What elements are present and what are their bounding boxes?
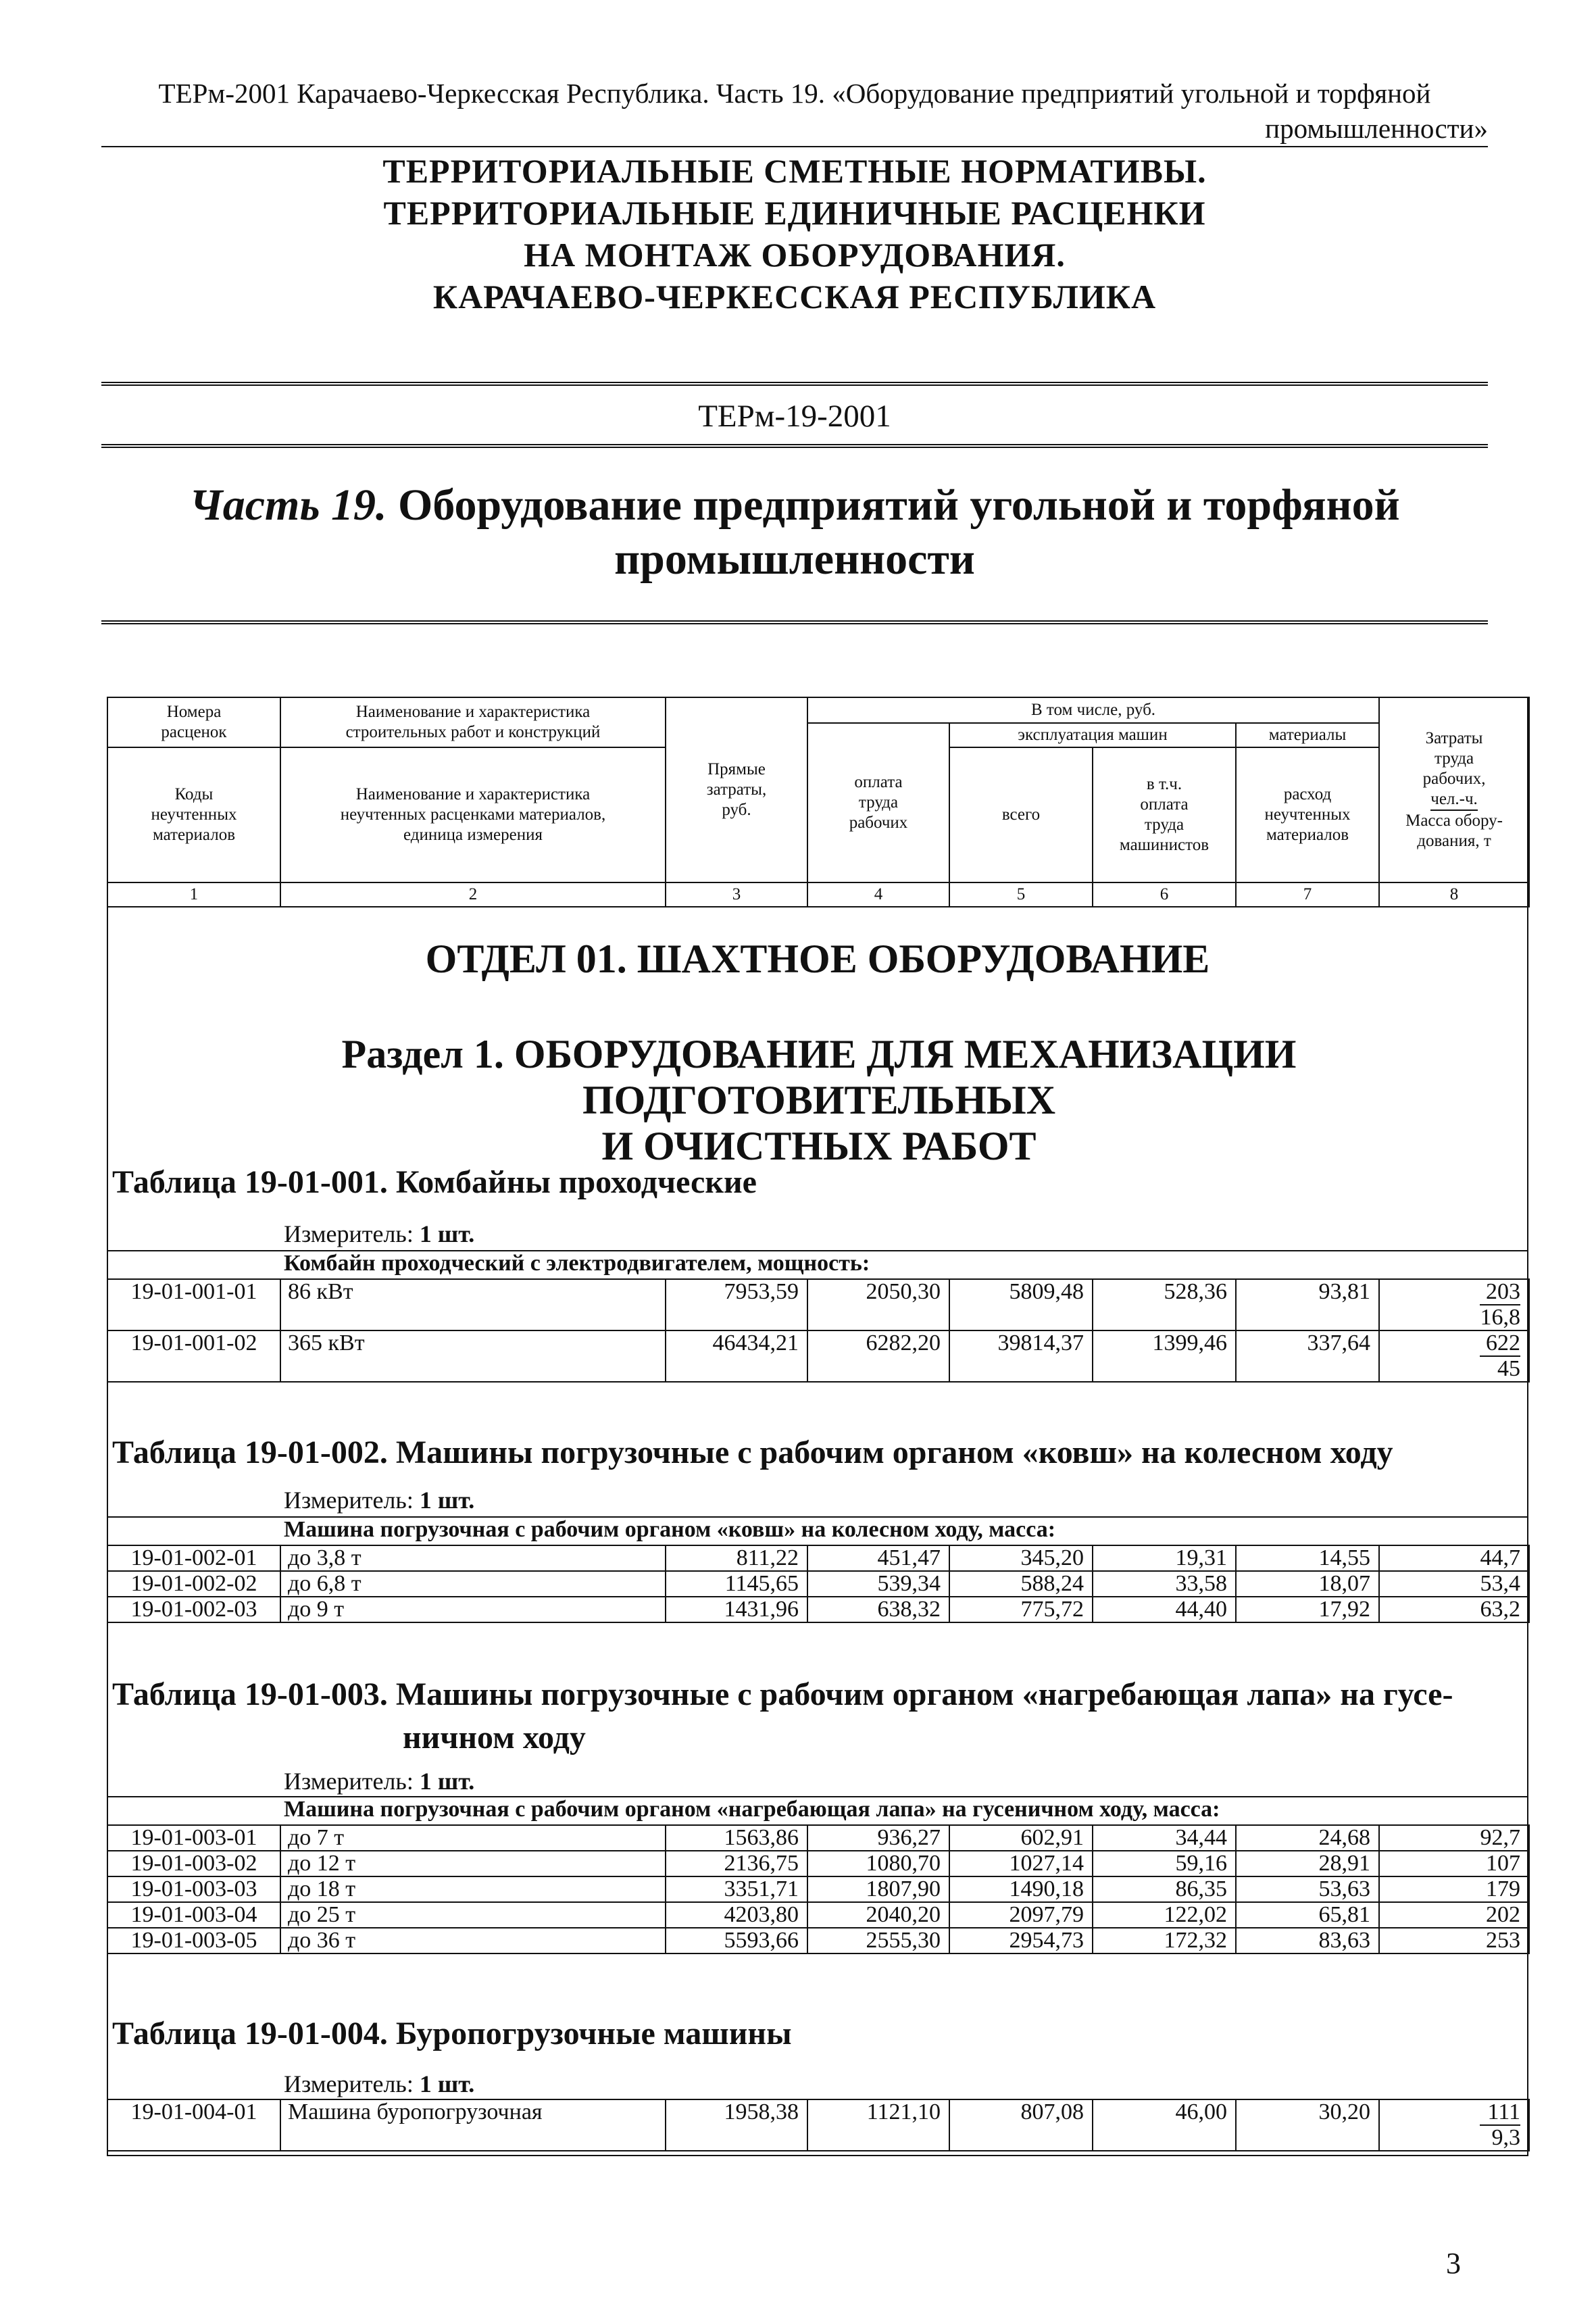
operator-wages: 528,36 (1093, 1279, 1236, 1330)
machines-total: 588,24 (949, 1571, 1093, 1597)
labor-hours: 53,4 (1379, 1571, 1529, 1597)
table-row (107, 1876, 1529, 1902)
rates-table-003 (107, 1824, 1530, 1954)
column-number: 2 (280, 882, 666, 907)
header-machine-operation: эксплуатация машин (949, 723, 1236, 747)
direct-costs: 1563,86 (666, 1825, 807, 1851)
table-row (107, 1279, 1529, 1330)
group-heading: Комбайн проходческий с электродвигателем, мощность: (284, 1251, 870, 1276)
worker-wages: 1080,70 (807, 1851, 949, 1876)
part-title-line-2: промышленности (614, 534, 975, 584)
worker-wages: 2040,20 (807, 1902, 949, 1928)
machines-total: 807,08 (949, 2099, 1093, 2151)
page-number: 3 (1446, 2247, 1461, 2280)
machines-total: 775,72 (949, 1597, 1093, 1622)
razdel-title (109, 1031, 1528, 1169)
table-title-line-2: ничном ходу (403, 1720, 586, 1756)
direct-costs: 5593,66 (666, 1928, 807, 1953)
operator-wages: 172,32 (1093, 1928, 1236, 1953)
direct-costs: 1958,38 (666, 2099, 807, 2151)
worker-wages: 638,32 (807, 1597, 949, 1622)
section-title: ОТДЕЛ 01. ШАХТНОЕ ОБОРУДОВАНИЕ (425, 937, 1210, 981)
table-row (107, 1330, 1529, 1382)
header-rate-numbers: Номера расценок (107, 697, 280, 747)
rate-code: 19-01-003-03 (107, 1876, 280, 1902)
table-title: Таблица 19-01-001. Комбайны проходческие (112, 1164, 757, 1200)
table-row (107, 1545, 1529, 1571)
table-title-line-1: Таблица 19-01-003. Машины погрузочные с рабочим органом «нагребающая лапа» на гусе- (112, 1676, 1453, 1712)
rates-table-004 (107, 2099, 1530, 2151)
running-head-line-2: промышленности» (1265, 113, 1488, 144)
equipment-mass: 16,8 (1480, 1305, 1520, 1330)
work-name: до 3,8 т (280, 1545, 666, 1571)
header-worker-wages: оплата труда рабочих (807, 723, 949, 882)
direct-costs: 3351,71 (666, 1876, 807, 1902)
column-number: 3 (666, 882, 807, 907)
measure-unit: Измеритель: 1 шт. (284, 1220, 475, 1247)
worker-wages: 2555,30 (807, 1928, 949, 1953)
rates-table-002 (107, 1545, 1530, 1623)
table-row (107, 1825, 1529, 1851)
column-number: 1 (107, 882, 280, 907)
main-title (101, 150, 1488, 318)
work-name: до 9 т (280, 1597, 666, 1622)
part-title-text: Оборудование предприятий угольной и торфяной (398, 480, 1400, 530)
equipment-mass: 45 (1497, 1356, 1520, 1381)
direct-costs: 7953,59 (666, 1279, 807, 1330)
materials-cost: 18,07 (1236, 1571, 1379, 1597)
work-name: до 25 т (280, 1902, 666, 1928)
operator-wages: 122,02 (1093, 1902, 1236, 1928)
worker-wages: 451,47 (807, 1545, 949, 1571)
operator-wages: 19,31 (1093, 1545, 1236, 1571)
work-name: до 12 т (280, 1851, 666, 1876)
work-name: до 36 т (280, 1928, 666, 1953)
worker-wages: 1807,90 (807, 1876, 949, 1902)
materials-cost: 65,81 (1236, 1902, 1379, 1928)
header-materials: материалы (1236, 723, 1379, 747)
measure-unit: Измеритель: 1 шт. (284, 1768, 475, 1795)
machines-total: 2954,73 (949, 1928, 1093, 1953)
machines-total: 1027,14 (949, 1851, 1093, 1876)
running-head (101, 76, 1488, 146)
labor-hours: 179 (1379, 1876, 1529, 1902)
labor-and-mass (1379, 1330, 1529, 1382)
group-heading: Машина погрузочная с рабочим органом «ковш» на колесном ходу, масса: (284, 1517, 1056, 1542)
labor-hours: 92,7 (1379, 1825, 1529, 1851)
work-name: до 7 т (280, 1825, 666, 1851)
rate-code: 19-01-004-01 (107, 2099, 280, 2151)
rate-code: 19-01-001-01 (107, 1279, 280, 1330)
rates-table-001 (107, 1278, 1530, 1383)
materials-cost: 30,20 (1236, 2099, 1379, 2151)
work-name: до 6,8 т (280, 1571, 666, 1597)
direct-costs: 4203,80 (666, 1902, 807, 1928)
header-unaccounted-materials: расход неучтенных материалов (1236, 747, 1379, 882)
column-header (107, 697, 1530, 907)
table-title (112, 1673, 1524, 1760)
column-number: 5 (949, 882, 1093, 907)
header-rule (101, 146, 1488, 147)
main-title-line-3: НА МОНТАЖ ОБОРУДОВАНИЯ. (524, 236, 1066, 274)
operator-wages: 46,00 (1093, 2099, 1236, 2151)
materials-cost: 337,64 (1236, 1330, 1379, 1382)
labor-hours: 111 (1480, 2100, 1520, 2126)
header-operator-wages: в т.ч. оплата труда машинистов (1093, 747, 1236, 882)
column-number: 4 (807, 882, 949, 907)
table-row (107, 1902, 1529, 1928)
table-row (107, 1597, 1529, 1622)
header-labor-mass: Затраты труда рабочих, чел.-ч. Масса обору- дования, т (1379, 697, 1529, 882)
direct-costs: 1431,96 (666, 1597, 807, 1622)
direct-costs: 2136,75 (666, 1851, 807, 1876)
operator-wages: 33,58 (1093, 1571, 1236, 1597)
group-heading: Машина погрузочная с рабочим органом «нагребающая лапа» на гусеничном ходу, масса: (284, 1797, 1220, 1822)
machines-total: 1490,18 (949, 1876, 1093, 1902)
header-material-names: Наименование и характеристика неучтенных расценками материалов, единица измерения (280, 747, 666, 882)
machines-total: 2097,79 (949, 1902, 1093, 1928)
main-title-line-4: КАРАЧАЕВО-ЧЕРКЕССКАЯ РЕСПУБЛИКА (432, 278, 1157, 316)
document-code-box (101, 382, 1488, 448)
header-direct-costs: Прямые затраты, руб. (666, 697, 807, 882)
worker-wages: 2050,30 (807, 1279, 949, 1330)
rate-code: 19-01-002-03 (107, 1597, 280, 1622)
materials-cost: 53,63 (1236, 1876, 1379, 1902)
machines-total: 5809,48 (949, 1279, 1093, 1330)
labor-and-mass (1379, 1279, 1529, 1330)
part-title (101, 478, 1488, 587)
table-row (107, 1851, 1529, 1876)
rate-code: 19-01-003-05 (107, 1928, 280, 1953)
rate-code: 19-01-002-01 (107, 1545, 280, 1571)
rate-code: 19-01-001-02 (107, 1330, 280, 1382)
direct-costs: 811,22 (666, 1545, 807, 1571)
materials-cost: 28,91 (1236, 1851, 1379, 1876)
column-number: 8 (1379, 882, 1529, 907)
machines-total: 345,20 (949, 1545, 1093, 1571)
operator-wages: 44,40 (1093, 1597, 1236, 1622)
labor-hours: 253 (1379, 1928, 1529, 1953)
operator-wages: 86,35 (1093, 1876, 1236, 1902)
work-name: 365 кВт (280, 1330, 666, 1382)
header-including: В том числе, руб. (807, 697, 1379, 723)
table-title: Таблица 19-01-004. Буропогрузочные машины (112, 2016, 792, 2051)
work-name: 86 кВт (280, 1279, 666, 1330)
materials-cost: 24,68 (1236, 1825, 1379, 1851)
worker-wages: 539,34 (807, 1571, 949, 1597)
column-number: 6 (1093, 882, 1236, 907)
labor-hours: 622 (1480, 1331, 1520, 1357)
table-row (107, 1571, 1529, 1597)
machines-total: 602,91 (949, 1825, 1093, 1851)
razdel-title-line-2: И ОЧИСТНЫХ РАБОТ (601, 1124, 1037, 1168)
operator-wages: 1399,46 (1093, 1330, 1236, 1382)
direct-costs: 46434,21 (666, 1330, 807, 1382)
equipment-mass: 9,3 (1491, 2125, 1520, 2150)
razdel-title-line-1: Раздел 1. ОБОРУДОВАНИЕ ДЛЯ МЕХАНИЗАЦИИ ПОДГОТОВИТЕЛЬНЫХ (341, 1032, 1297, 1122)
labor-hours: 202 (1379, 1902, 1529, 1928)
table-row (107, 2099, 1529, 2151)
machines-total: 39814,37 (949, 1330, 1093, 1382)
operator-wages: 34,44 (1093, 1825, 1236, 1851)
labor-and-mass (1379, 2099, 1529, 2151)
part-title-lead: Часть 19. (189, 480, 387, 530)
rate-code: 19-01-003-02 (107, 1851, 280, 1876)
measure-unit: Измеритель: 1 шт. (284, 1487, 475, 1514)
rate-code: 19-01-003-04 (107, 1902, 280, 1928)
labor-hours: 44,7 (1379, 1545, 1529, 1571)
materials-cost: 93,81 (1236, 1279, 1379, 1330)
materials-cost: 17,92 (1236, 1597, 1379, 1622)
worker-wages: 6282,20 (807, 1330, 949, 1382)
direct-costs: 1145,65 (666, 1571, 807, 1597)
rate-code: 19-01-003-01 (107, 1825, 280, 1851)
part-title-rule (101, 620, 1488, 628)
labor-hours: 203 (1480, 1280, 1520, 1305)
table-row (107, 1928, 1529, 1953)
document-code: ТЕРм-19-2001 (698, 399, 891, 434)
work-name: до 18 т (280, 1876, 666, 1902)
running-head-line-1: ТЕРм-2001 Карачаево-Черкесская Республика. Часть 19. «Оборудование предприятий угольной и торфяной (158, 78, 1431, 109)
main-title-line-2: ТЕРРИТОРИАЛЬНЫЕ ЕДИНИЧНЫЕ РАСЦЕНКИ (383, 194, 1206, 232)
header-work-name: Наименование и характеристика строительных работ и конструкций (280, 697, 666, 747)
materials-cost: 14,55 (1236, 1545, 1379, 1571)
operator-wages: 59,16 (1093, 1851, 1236, 1876)
materials-cost: 83,63 (1236, 1928, 1379, 1953)
work-name: Машина буропогрузочная (280, 2099, 666, 2151)
rate-code: 19-01-002-02 (107, 1571, 280, 1597)
header-material-codes: Коды неучтенных материалов (107, 747, 280, 882)
labor-hours: 107 (1379, 1851, 1529, 1876)
labor-hours: 63,2 (1379, 1597, 1529, 1622)
column-number: 7 (1236, 882, 1379, 907)
main-title-line-1: ТЕРРИТОРИАЛЬНЫЕ СМЕТНЫЕ НОРМАТИВЫ. (382, 152, 1207, 190)
worker-wages: 1121,10 (807, 2099, 949, 2151)
measure-unit: Измеритель: 1 шт. (284, 2070, 475, 2097)
worker-wages: 936,27 (807, 1825, 949, 1851)
header-machines-total: всего (949, 747, 1093, 882)
table-title: Таблица 19-01-002. Машины погрузочные с рабочим органом «ковш» на колесном ходу (112, 1435, 1393, 1470)
